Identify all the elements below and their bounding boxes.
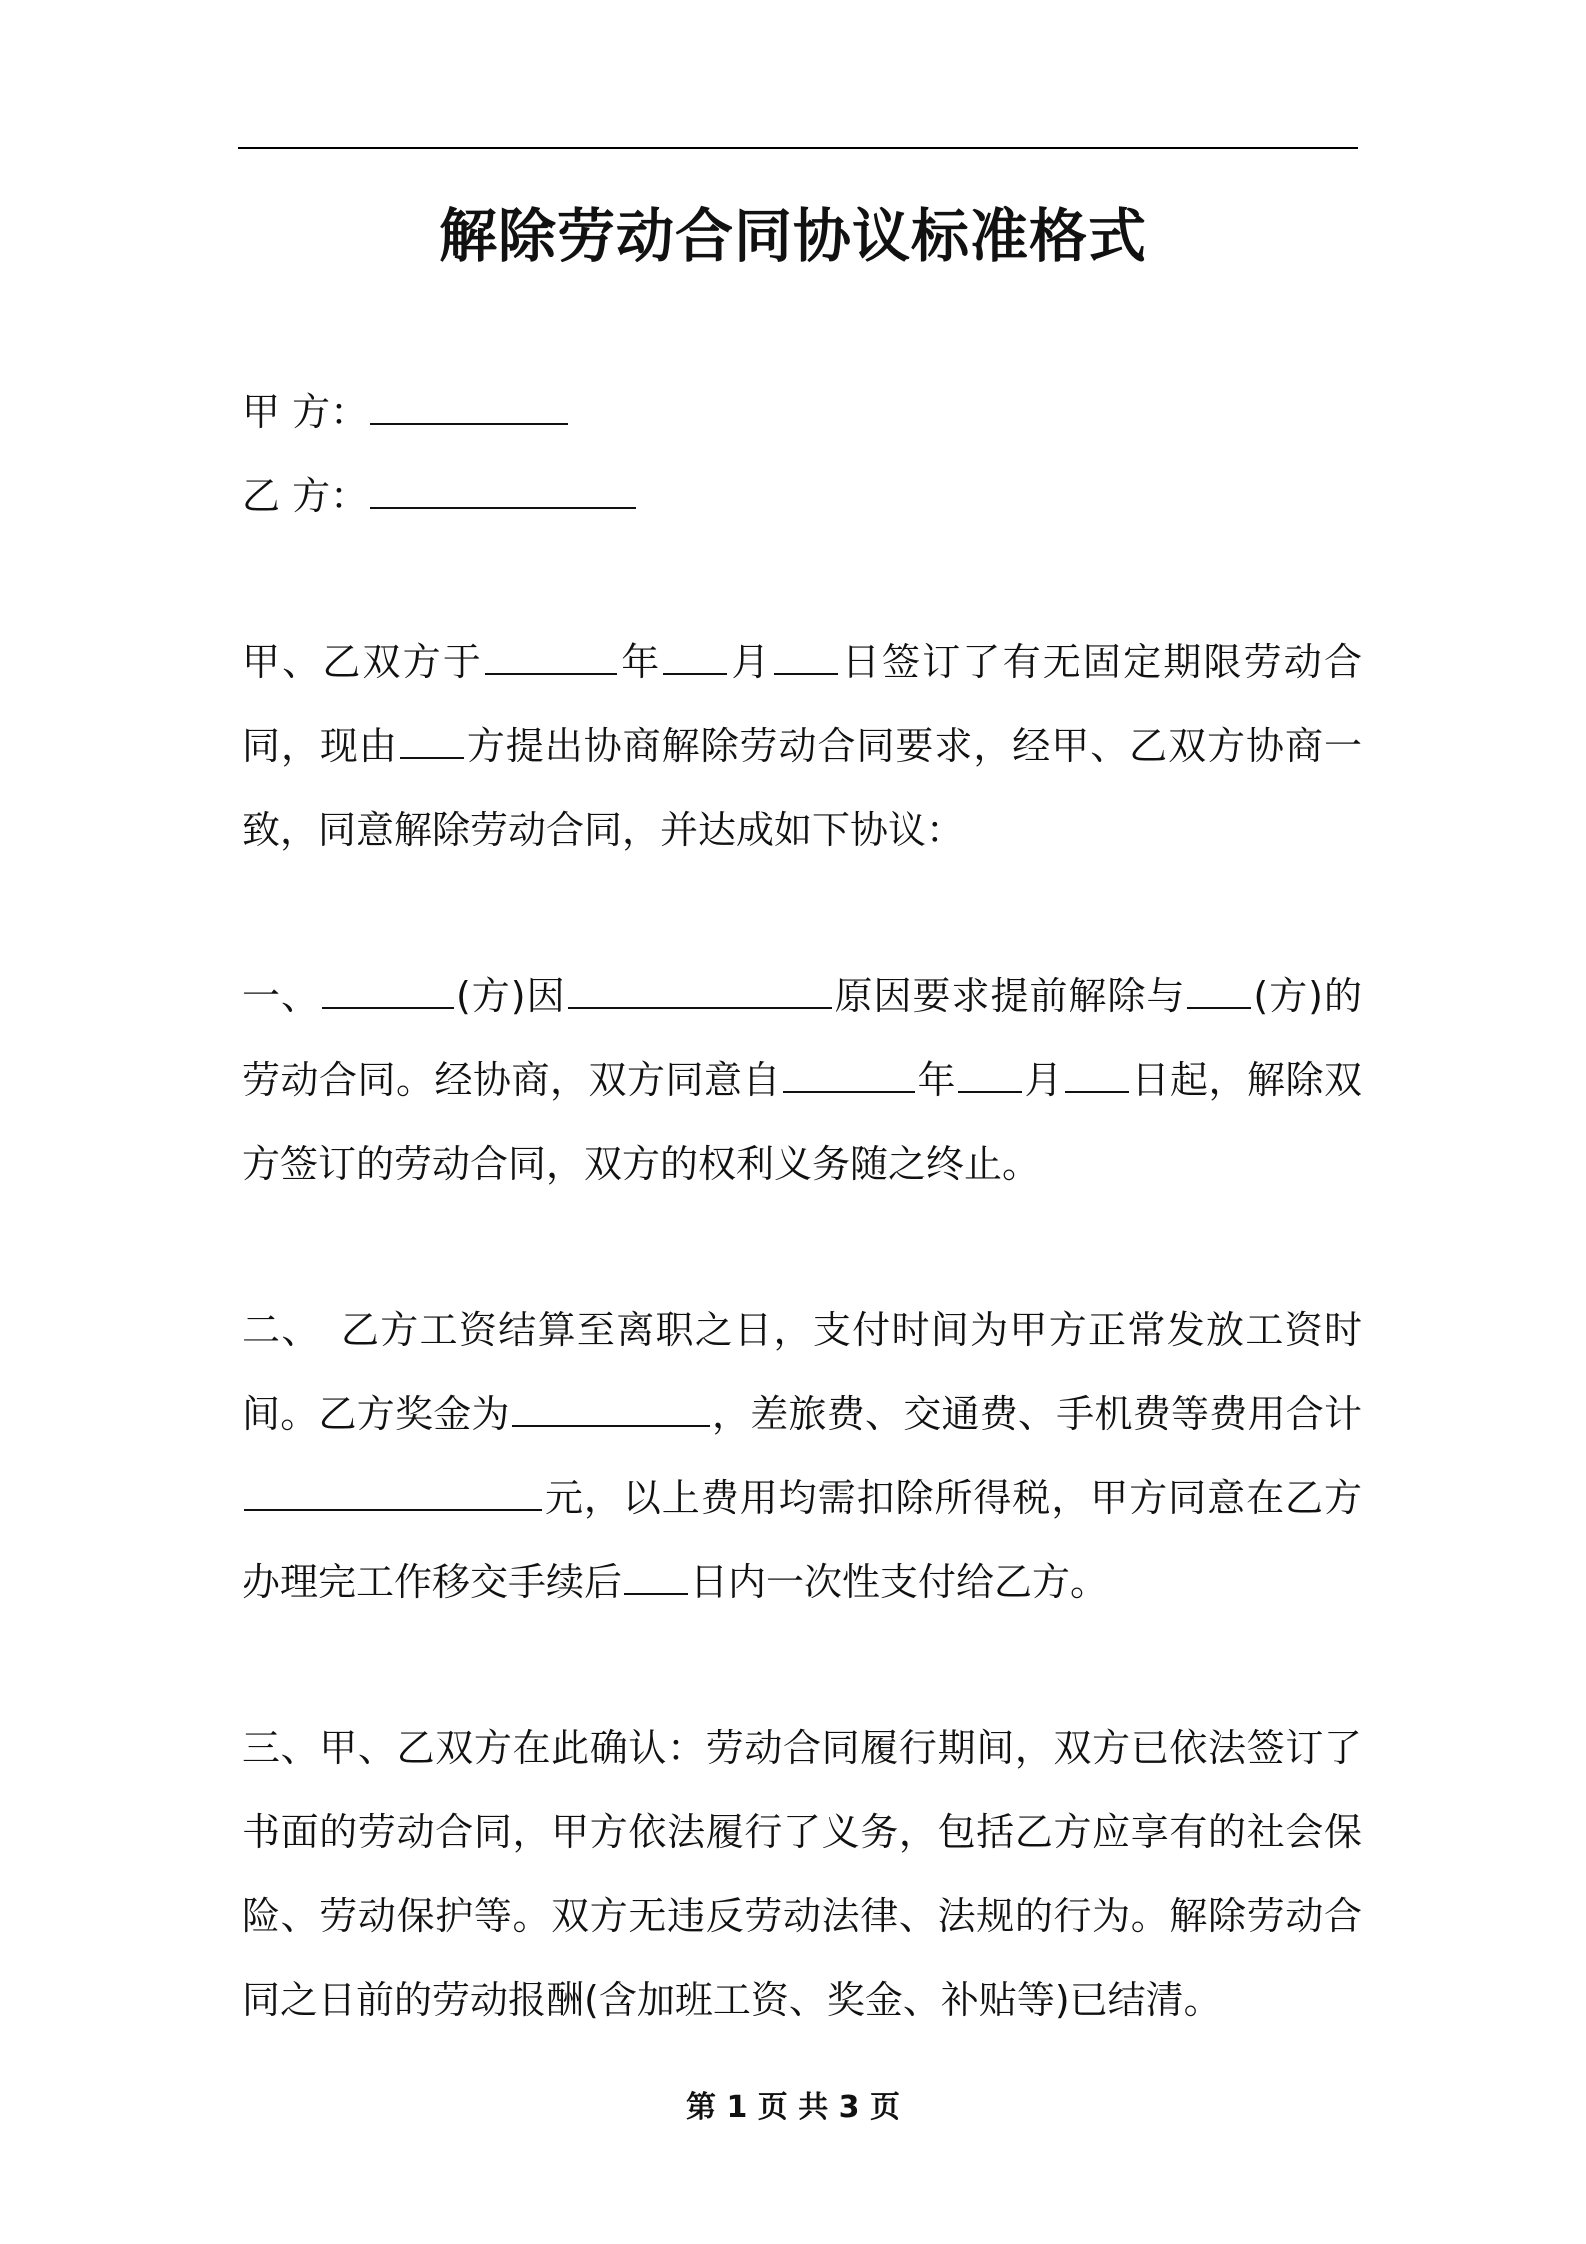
- intro-text-1: 甲、乙双方于: [242, 640, 484, 684]
- clause-2-text-3: 元，以上费用均需扣除所得税，甲方同意在乙方办理完工作移交手续后: [242, 1476, 1362, 1604]
- termination-month-blank: [958, 1057, 1022, 1093]
- clause-1-text-6: 月: [1023, 1058, 1063, 1102]
- payment-days-blank: [624, 1559, 688, 1595]
- termination-day-blank: [1065, 1057, 1129, 1093]
- requesting-party-blank: [322, 973, 454, 1009]
- clause-1-text-1: 一、: [242, 974, 320, 1018]
- clause-1-paragraph: [242, 954, 1362, 1206]
- intro-text-4: 日签订了有无固定期限劳动合同，现由: [242, 640, 1362, 768]
- sign-day-blank: [774, 639, 838, 675]
- intro-paragraph: [242, 620, 1362, 872]
- party-a-line: [242, 370, 1362, 454]
- clause-1-text-3: 原因要求提前解除与: [833, 974, 1186, 1018]
- party-a-blank: [370, 389, 568, 425]
- document-body: [242, 370, 1362, 2042]
- party-b-blank: [370, 473, 636, 509]
- clause-2-text-1: 二、 乙方工资结算至离职之日，支付时间为甲方正常发放工资时间。乙方奖金为: [242, 1308, 1362, 1436]
- document-title: 解除劳动合同协议标准格式: [438, 202, 1147, 270]
- header-rule: [238, 147, 1358, 149]
- intro-text-5: 方提出协商解除劳动合同要求，经甲、乙双方协商一致，同意解除劳动合同，并达成如下协议：: [242, 724, 1362, 852]
- party-a-label: 甲 方：: [242, 390, 369, 434]
- expense-total-blank: [244, 1475, 542, 1511]
- party-b-label: 乙 方：: [242, 474, 369, 518]
- other-party-blank: [1187, 973, 1251, 1009]
- spacer: [242, 1624, 1362, 1706]
- clause-1-text-7: 日起，解除双方签订的劳动合同，双方的权利义务随之终止。: [242, 1058, 1362, 1186]
- intro-text-2: 年: [619, 640, 662, 684]
- proposing-party-blank: [400, 723, 464, 759]
- spacer: [242, 538, 1362, 620]
- spacer: [242, 872, 1362, 954]
- clause-2-paragraph: [242, 1288, 1362, 1624]
- clause-2-text-4: 日内一次性支付给乙方。: [690, 1560, 1109, 1604]
- page-indicator: 第 1 页 共 3 页: [686, 2090, 900, 2125]
- clause-1-text-4: (方)的劳动合同。经协商，双方同意自: [242, 974, 1362, 1102]
- sign-month-blank: [663, 639, 727, 675]
- clause-2-text-2: ，差旅费、交通费、手机费等费用合计: [711, 1392, 1362, 1436]
- sign-year-blank: [485, 639, 617, 675]
- spacer: [242, 1206, 1362, 1288]
- party-b-line: [242, 454, 1362, 538]
- clause-1-text-2: (方)因: [455, 974, 566, 1018]
- bonus-blank: [512, 1391, 710, 1427]
- reason-blank: [568, 973, 832, 1009]
- clause-1-text-5: 年: [916, 1058, 956, 1102]
- clause-3-paragraph: 三、甲、乙双方在此确认：劳动合同履行期间，双方已依法签订了书面的劳动合同，甲方依法履行了义务，包括乙方应享有的社会保险、劳动保护等。双方无违反劳动法律、法规的行为。解除劳动合同之日前的劳动报酬(含加班工资、奖金、补贴等)已结清。: [242, 1726, 1362, 2022]
- termination-year-blank: [783, 1057, 915, 1093]
- intro-text-3: 月: [729, 640, 772, 684]
